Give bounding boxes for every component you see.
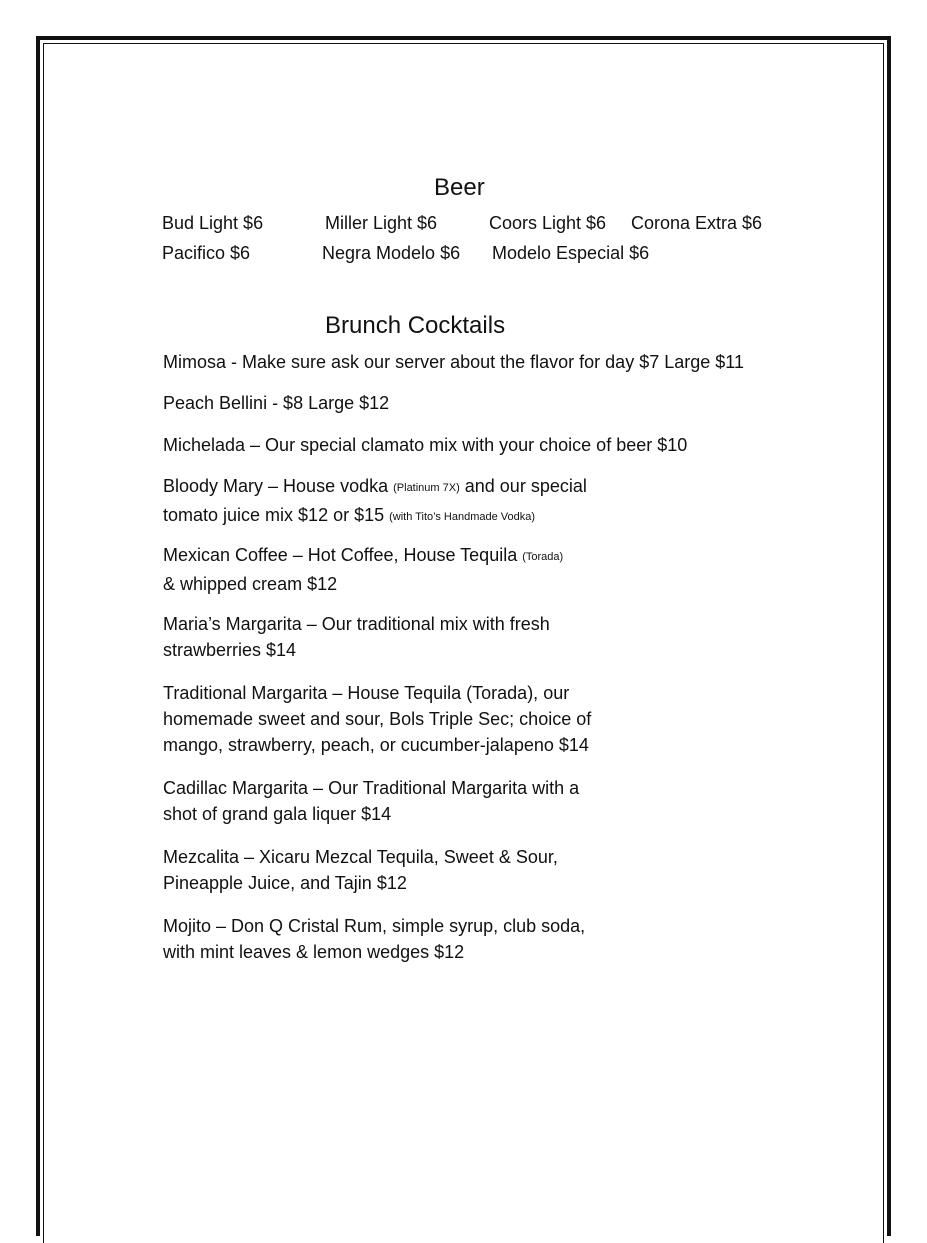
cocktail-bloody-mary	[163, 473, 587, 531]
cocktail-line: with mint leaves & lemon wedges $12	[163, 942, 465, 962]
cocktail-note: (Platinum 7X)	[393, 482, 460, 494]
cocktail-line: Mojito – Don Q Cristal Rum, simple syrup, club soda,	[163, 916, 586, 936]
beer-item: Pacifico $6	[162, 243, 251, 263]
cocktail-mimosa: Mimosa - Make sure ask our server about the flavor for day $7 Large $11	[163, 352, 744, 372]
cocktail-peach-bellini: Peach Bellini - $8 Large $12	[163, 393, 390, 413]
cocktail-mexican-coffee	[163, 542, 563, 597]
cocktail-line: Pineapple Juice, and Tajin $12	[163, 873, 407, 893]
beer-item: Coors Light $6	[489, 213, 607, 233]
cocktail-line: shot of grand gala liquer $14	[163, 804, 392, 824]
cocktail-line: mango, strawberry, peach, or cucumber-jalapeno $14	[163, 735, 589, 755]
beer-heading: Beer	[434, 174, 485, 201]
cocktail-cadillac-margarita	[163, 775, 579, 827]
cocktail-line: & whipped cream $12	[163, 574, 338, 594]
beer-item: Bud Light $6	[162, 213, 264, 233]
cocktail-michelada: Michelada – Our special clamato mix with your choice of beer $10	[163, 435, 688, 455]
cocktail-traditional-margarita	[163, 680, 591, 758]
cocktail-text: Mexican Coffee – Hot Coffee, House Tequila	[163, 545, 523, 565]
beer-item: Modelo Especial $6	[492, 243, 650, 263]
cocktail-text: and our special	[459, 476, 587, 496]
cocktail-marias-margarita	[163, 611, 550, 663]
cocktail-line: Maria’s Margarita – Our traditional mix with fresh	[163, 614, 550, 634]
cocktail-line: Cadillac Margarita – Our Traditional Margarita with a	[163, 778, 580, 798]
cocktail-line: strawberries $14	[163, 640, 297, 660]
cocktail-line: homemade sweet and sour, Bols Triple Sec; choice of	[163, 709, 592, 729]
cocktail-line	[163, 473, 587, 502]
beer-item: Miller Light $6	[325, 213, 438, 233]
cocktail-note: (Torada)	[522, 551, 564, 563]
beer-item: Negra Modelo $6	[322, 243, 461, 263]
cocktail-line	[163, 542, 563, 571]
cocktail-line: Mezcalita – Xicaru Mezcal Tequila, Sweet & Sour,	[163, 847, 558, 867]
cocktail-text: tomato juice mix $12 or $15	[163, 505, 390, 525]
cocktail-mezcalita	[163, 844, 558, 896]
cocktail-text: Bloody Mary – House vodka	[163, 476, 394, 496]
cocktail-line	[163, 502, 587, 531]
beer-item: Corona Extra $6	[631, 213, 763, 233]
brunch-cocktails-heading: Brunch Cocktails	[325, 312, 506, 339]
cocktail-mojito	[163, 913, 585, 965]
cocktail-line: Traditional Margarita – House Tequila (Torada), our	[163, 683, 570, 703]
cocktail-note: (with Tito’s Handmade Vodka)	[389, 511, 536, 523]
